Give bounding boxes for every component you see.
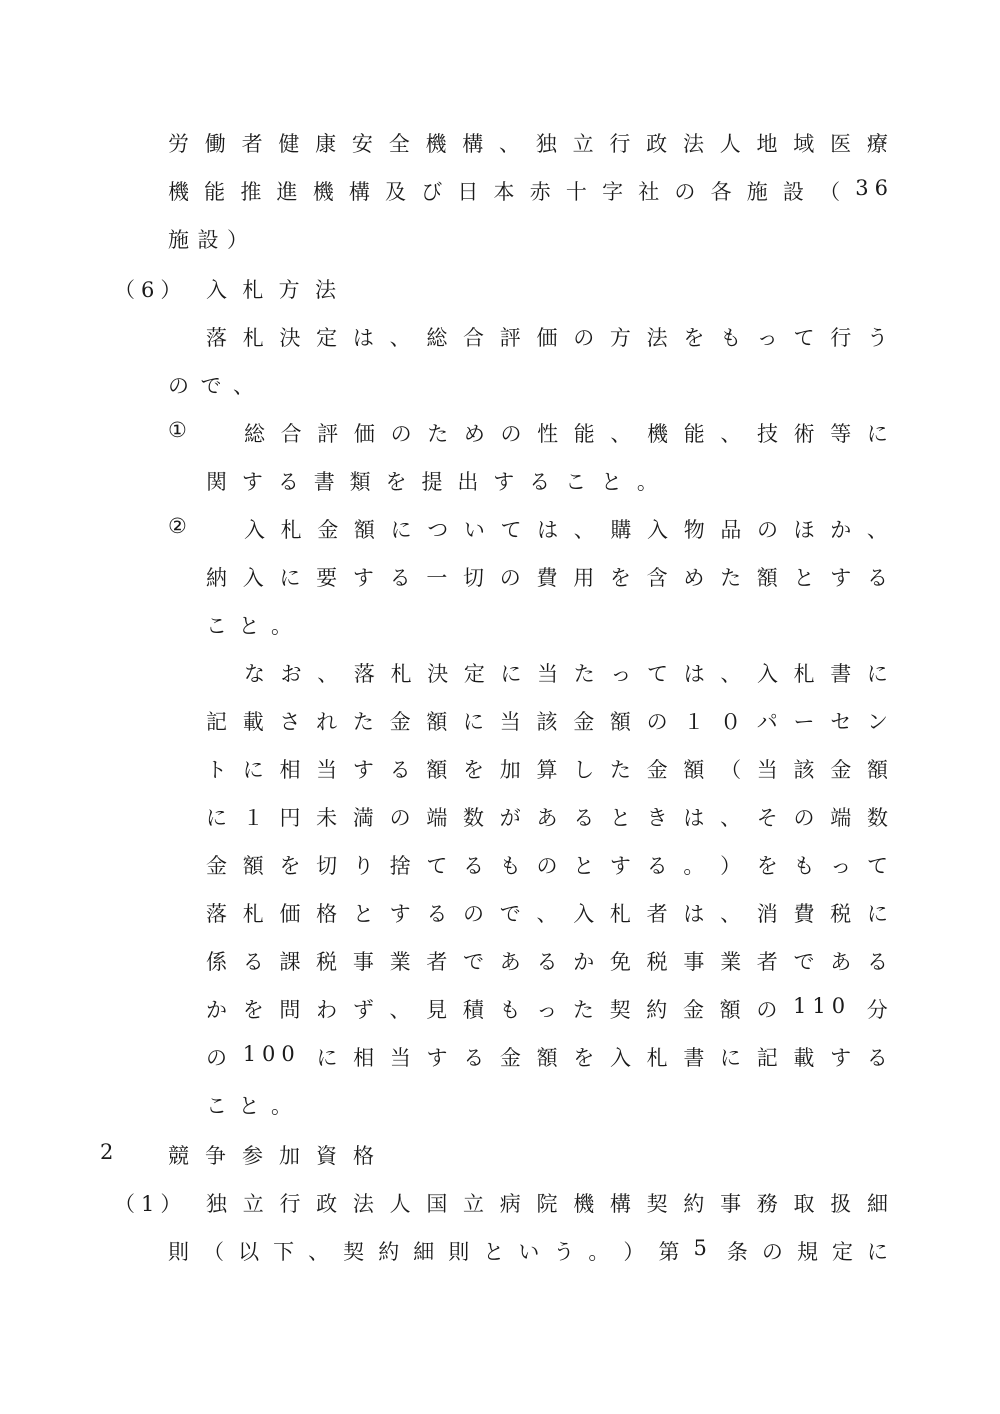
item-number-1: （1） bbox=[114, 1192, 188, 1216]
text-line-10: 納 入 に 要 す る 一 切 の 費 用 を 含 め た 額 と す る bbox=[206, 566, 888, 590]
text-line-11: こ と 。 bbox=[206, 614, 292, 638]
text-line-24: 則 （ 以 下 、 契 約 細 則 と い う 。 ） 第 5 条 の 規 定 に bbox=[168, 1236, 888, 1264]
text-line-18: 係 る 課 税 事 業 者 で あ る か 免 税 事 業 者 で あ る bbox=[206, 950, 888, 974]
text-line-14: ト に 相 当 す る 額 を 加 算 し た 金 額 （ 当 該 金 額 bbox=[206, 758, 888, 782]
text-line-6: の で 、 bbox=[168, 374, 254, 398]
section-heading-eligibility: 競 争 参 加 資 格 bbox=[168, 1144, 374, 1168]
text-line-23: 独 立 行 政 法 人 国 立 病 院 機 構 契 約 事 務 取 扱 細 bbox=[206, 1192, 888, 1216]
item-number-6: （6） bbox=[114, 278, 188, 302]
text-line-15: に １ 円 未 満 の 端 数 が あ る と き は 、 そ の 端 数 bbox=[206, 806, 888, 830]
text-line-20: の 100 に 相 当 す る 金 額 を 入 札 書 に 記 載 す る bbox=[206, 1042, 888, 1070]
text-line-21: こ と 。 bbox=[206, 1094, 292, 1118]
text-line-7: 総 合 評 価 の た め の 性 能 、 機 能 、 技 術 等 に bbox=[244, 422, 888, 446]
text-line-3: 施 設 ） bbox=[168, 228, 248, 252]
text-line-9: 入 札 金 額 に つ い て は 、 購 入 物 品 の ほ か 、 bbox=[244, 518, 888, 542]
text-line-19: か を 問 わ ず 、 見 積 も っ た 契 約 金 額 の 110 分 bbox=[206, 994, 888, 1022]
text-line-2: 機 能 推 進 機 構 及 び 日 本 赤 十 字 社 の 各 施 設 （ 36 bbox=[168, 176, 894, 204]
text-line-13: 記 載 さ れ た 金 額 に 当 該 金 額 の １ ０ パ ー セ ン bbox=[206, 710, 888, 734]
item-marker-1: ① bbox=[168, 418, 193, 442]
text-line-16: 金 額 を 切 り 捨 て る も の と す る 。 ） を も っ て bbox=[206, 854, 888, 878]
text-line-5: 落 札 決 定 は 、 総 合 評 価 の 方 法 を も っ て 行 う bbox=[206, 326, 888, 350]
item-marker-2: ② bbox=[168, 514, 193, 538]
text-line-8: 関 す る 書 類 を 提 出 す る こ と 。 bbox=[206, 470, 658, 494]
text-line-12: な お 、 落 札 決 定 に 当 た っ て は 、 入 札 書 に bbox=[244, 662, 888, 686]
text-line-1: 労 働 者 健 康 安 全 機 構 、 独 立 行 政 法 人 地 域 医 療 bbox=[168, 132, 888, 156]
text-line-17: 落 札 価 格 と す る の で 、 入 札 者 は 、 消 費 税 に bbox=[206, 902, 888, 926]
section-number-2: 2 bbox=[100, 1140, 120, 1164]
section-heading-bidding-method: 入 札 方 法 bbox=[206, 278, 336, 302]
